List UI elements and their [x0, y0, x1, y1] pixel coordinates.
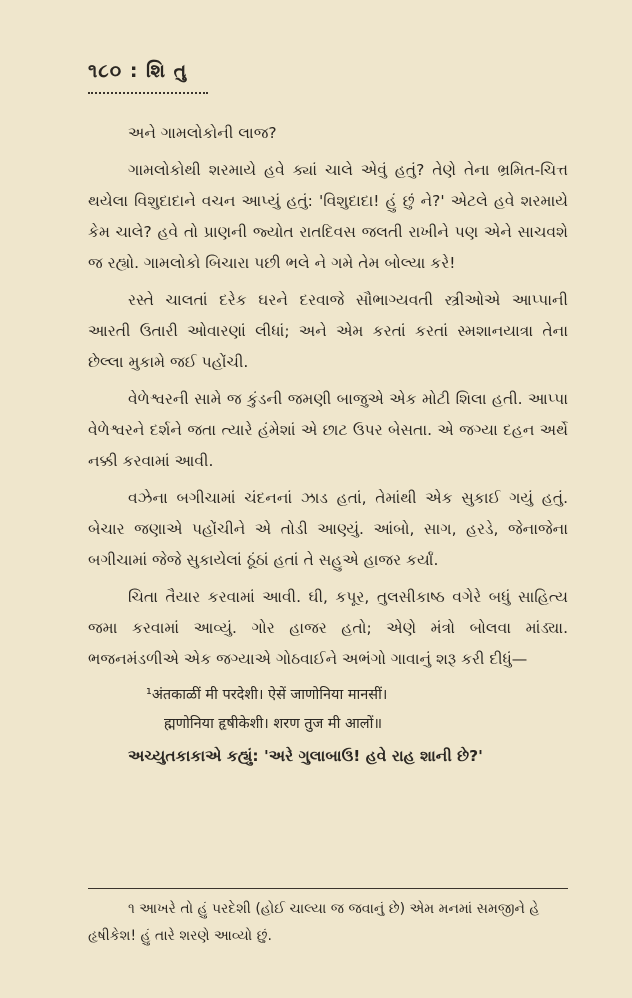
- quoted-verse: [146, 681, 568, 739]
- verse-line-2: ह्मणोनिया हृषीकेशी। शरण तुज मी आलों॥: [164, 716, 383, 732]
- paragraph-2: ગામલોકોથી શરમાયે હવે ક્યાં ચાલે એવું હતું? તેણે તેના ભ્રમિત-ચિત્ત થયેલા વિશુદાદાને વચન આપ્યું હતું: 'વિશુદાદા! હું છું ને?' એટલે હવે શરમાયે કેમ ચાલે? હવે તો પ્રાણની જ્યોત રાતદિવસ જલતી રાખીને પણ એને સાચવશે જ રહ્યો. ગામલોકો બિચારા પછી ભલે ને ગમે તેમ બોલ્યા કરે!: [88, 161, 568, 272]
- paragraph-5: વઝેના બગીચામાં ચંદનનાં ઝાડ હતાં, તેમાંથી એક સુકાઈ ગયું હતું. બેચાર જણાએ પહોંચીને એ તોડી આણ્યું. આંબો, સાગ, હરડે, જેનાજેના બગીચામાં જેજે સુકાયેલાં ઠૂંઠાં હતાં તે સહુએ હાજર કર્યાં.: [88, 489, 568, 569]
- footnote-divider: [88, 888, 568, 889]
- verse-line-1: ¹अंतकाळीं मी परदेशी। ऐसें जाणोनिया मानसीं।: [146, 687, 388, 703]
- running-header: ૧૮૦ : શિ તુ: [88, 60, 188, 82]
- footnote: ૧ આખરે તો હું પરદેશી (હોઈ ચાલ્યા જ જવાનું છે) એમ મનમાં સમજીને હે હૃષીકેશ! હું તારે શરણે આવ્યો છું.: [88, 901, 540, 944]
- paragraph-1: અને ગામલોકોની લાજ?: [128, 124, 277, 142]
- body-text: [88, 118, 568, 778]
- paragraph-6: ચિતા તૈયાર કરવામાં આવી. ઘી, કપૂર, તુલસીકાષ્ઠ વગેરે બધું સાહિત્ય જમા કરવામાં આવ્યું. ગોર હાજર હતો; એણે મંત્રો બોલવા માંડ્યા. ભજનમંડળીએ એક જગ્યાએ ગોઠવાઈને અભંગો ગાવાનું શરૂ કરી દીધું—: [88, 588, 568, 668]
- paragraph-3: રસ્તે ચાલતાં દરેક ઘરને દરવાજે સૌભાગ્યવતી સ્ત્રીઓએ આપ્પાની આરતી ઉતારી ઓવારણાં લીધાં; અને એમ કરતાં કરતાં સ્મશાનયાત્રા તેના છેલ્લા મુકામે જઈ પહોંચી.: [88, 291, 568, 371]
- closing-line: અચ્યુતકાકાએ કહ્યું: 'અરે ગુલાબાઉ! હવે રાહ શાની છે?': [128, 747, 483, 765]
- header-underline: [88, 88, 208, 94]
- paragraph-4: વેળેશ્વરની સામે જ કુંડની જમણી બાજુએ એક મોટી શિલા હતી. આપ્પા વેળેશ્વરને દર્શને જતા ત્યારે હંમેશાં એ છાટ ઉપર બેસતા. એ જગ્યા દહન અર્થે નક્કી કરવામાં આવી.: [88, 390, 568, 470]
